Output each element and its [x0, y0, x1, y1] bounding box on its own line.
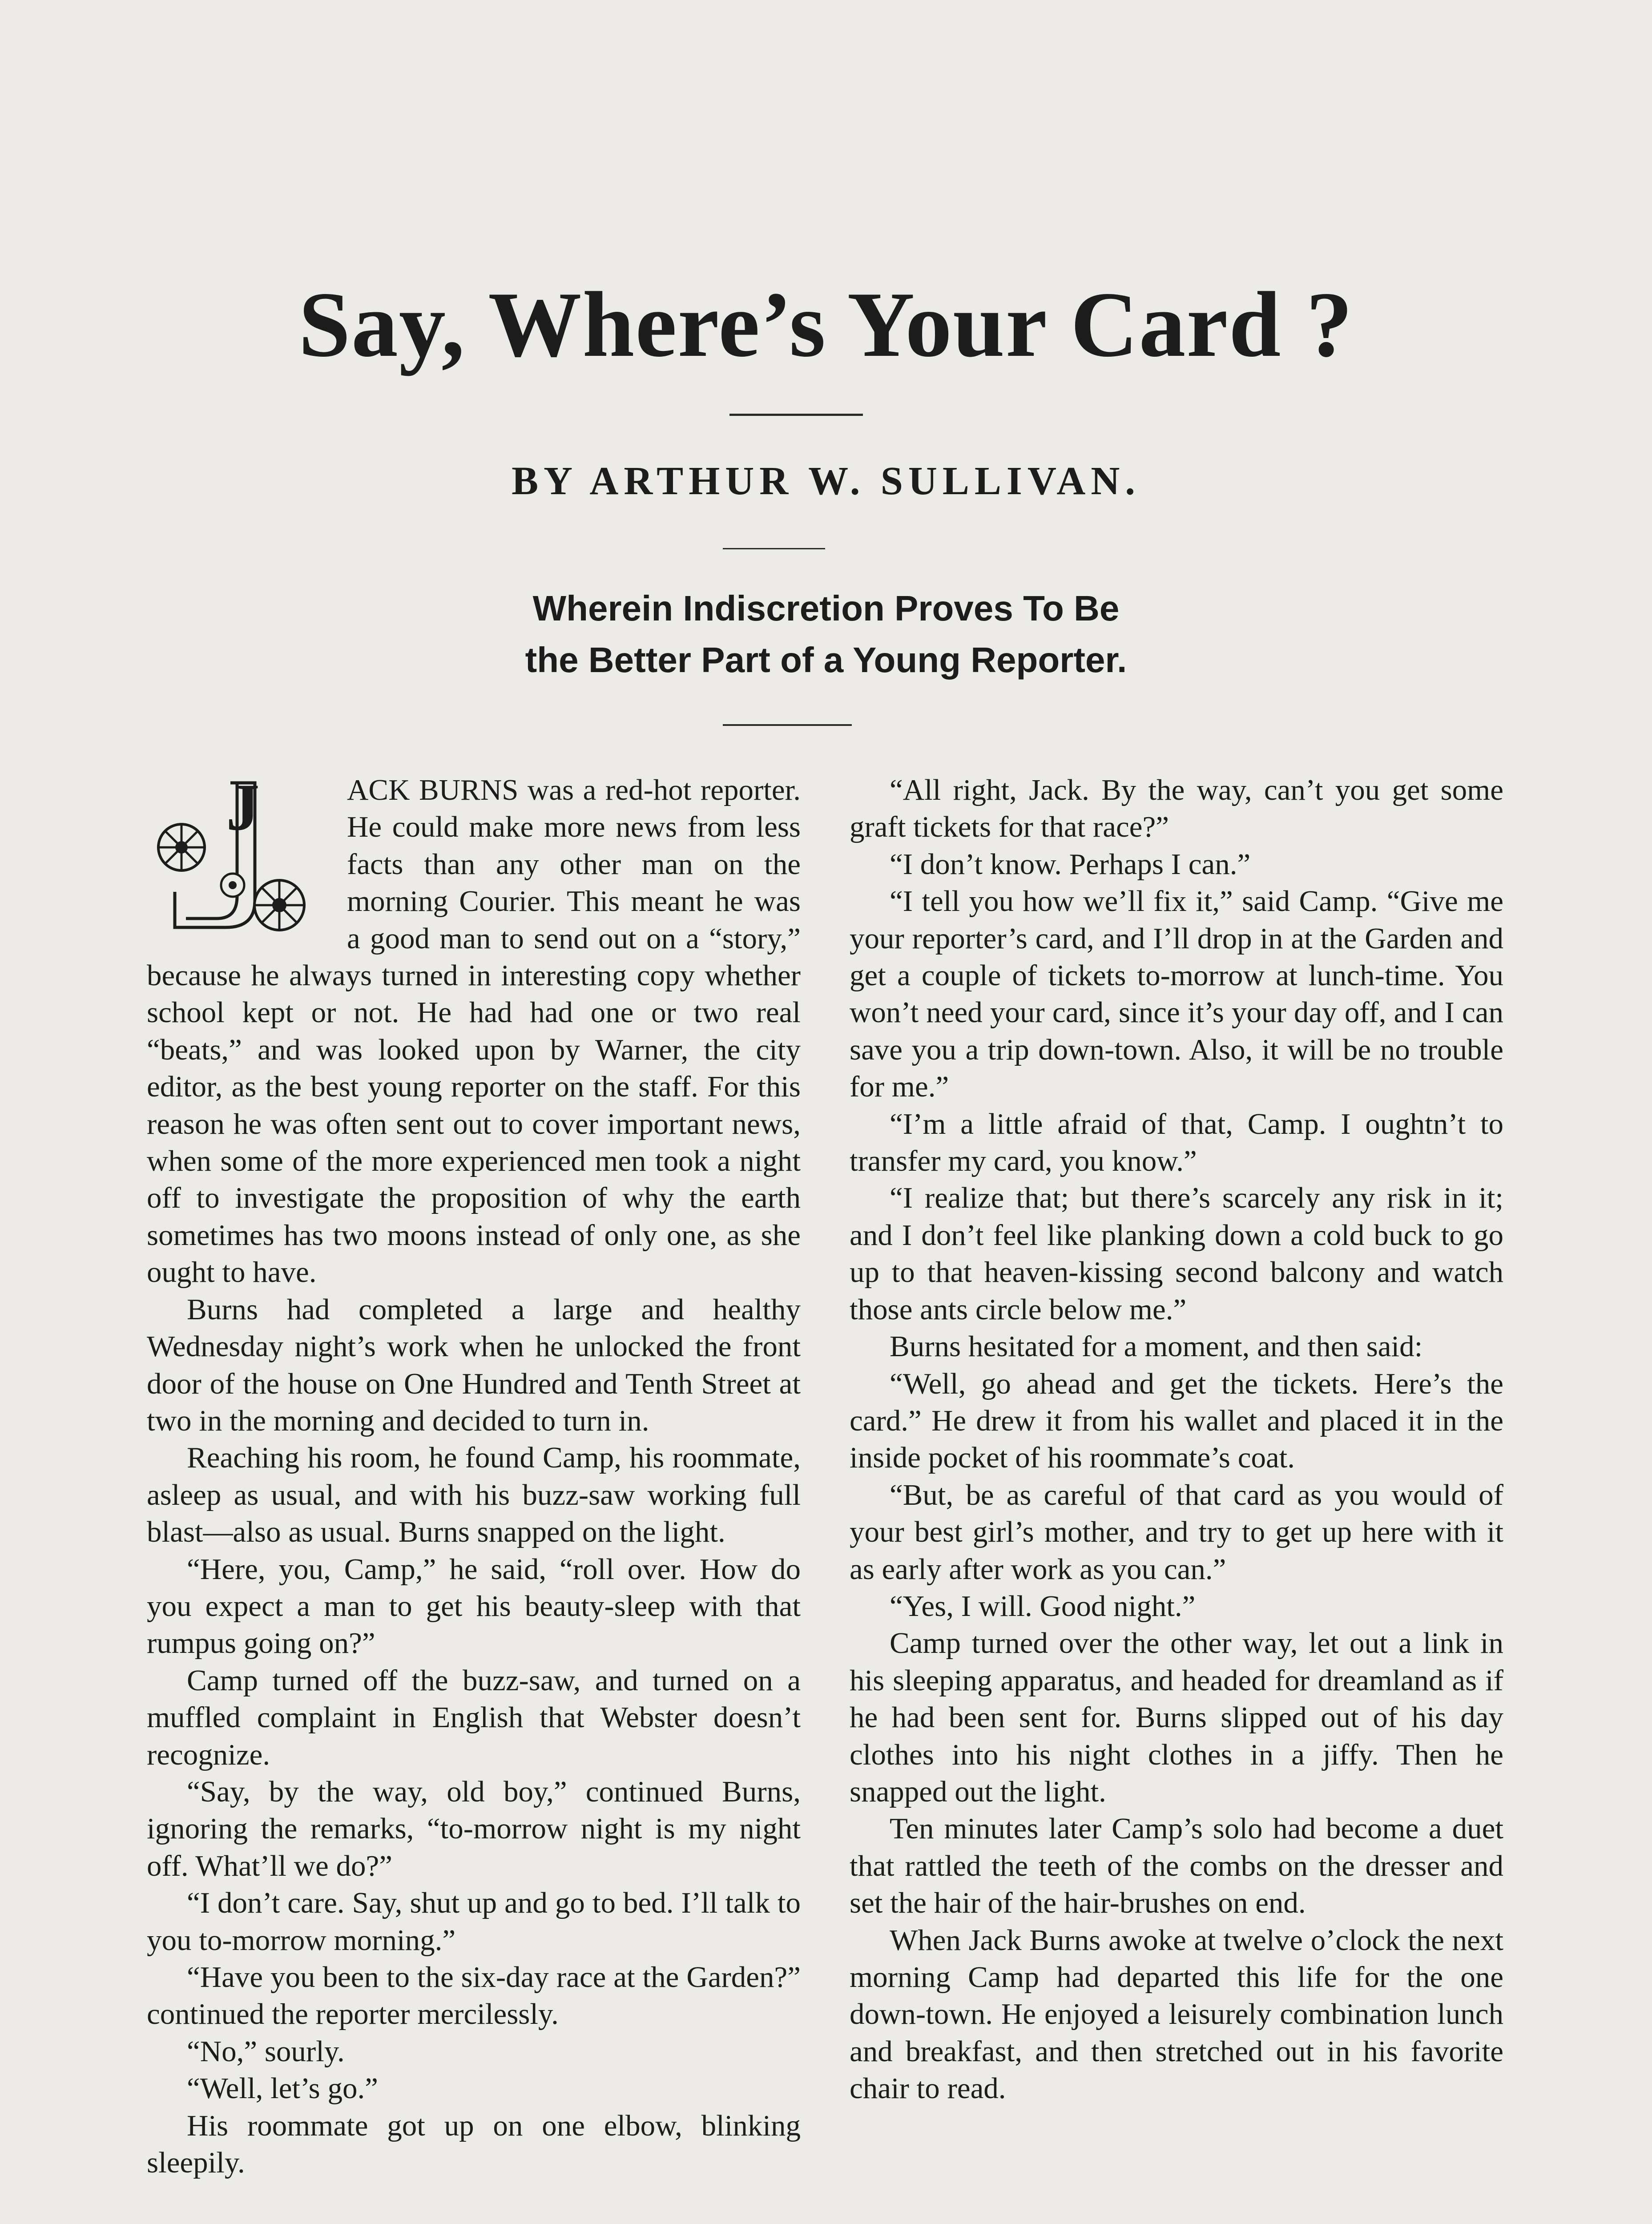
- drop-cap-ornament-icon: [141, 772, 337, 943]
- opening-paragraph: [147, 772, 801, 1291]
- title-rule: [729, 414, 863, 416]
- paragraph: “Have you been to the six-day race at the Garden?” continued the reporter mercilessly.: [147, 1961, 801, 2031]
- paragraph: “Well, let’s go.”: [187, 2072, 378, 2105]
- flower-ornament-small: [221, 874, 244, 897]
- paragraph: “I tell you how we’ll fix it,” said Camp. “Give me your reporter’s card, and I’ll drop in at the Garden and get a couple of tickets to-morrow at lunch-time. You won’t need your card, since it’s your day off, and I can save you a trip down-town. Also, it will be no trouble for me.”: [850, 885, 1503, 1104]
- paragraph: “All right, Jack. By the way, can’t you get some graft tickets for that race?”: [850, 774, 1503, 844]
- paragraph: “I don’t know. Perhaps I can.”: [890, 847, 1251, 881]
- paragraph: Reaching his room, he found Camp, his roommate, asleep as usual, and with his buzz-saw working full blast—also as usual. Burns snapped on the light.: [147, 1441, 801, 1549]
- paragraph: Camp turned off the buzz-saw, and turned on a muffled complaint in English that Webster doesn’t recognize.: [147, 1664, 801, 1771]
- paragraph: Burns had completed a large and healthy Wednesday night’s work when he unlocked the front door of the house on One Hundred and Tenth Street at two in the morning and decided to turn in.: [147, 1293, 801, 1437]
- article-column-right: [850, 772, 1503, 2107]
- paragraph: “Well, go ahead and get the tickets. Here’s the card.” He drew it from his wallet and placed it in the inside pocket of his roommate’s coat.: [850, 1367, 1503, 1475]
- subtitle-line-2: the Better Part of a Young Reporter.: [525, 640, 1127, 680]
- flower-ornament-right: [254, 880, 304, 930]
- paragraph: “I don’t care. Say, shut up and go to bed. I’ll talk to you to-morrow morning.”: [147, 1886, 801, 1957]
- opening-paragraph-text: ACK BURNS was a red-hot reporter. He could make more news from less facts than any other man on the morning Courier. This meant he was a good man to send out on a “story,” because he always turned in interesting copy whether school kept or not. He had had one or two real “beats,” and was looked upon by Warner, the city editor, as the best young reporter on the staff. For this reason he was often sent out to cover important news, when some of the more experienced men took a night off to investigate the proposition of why the earth sometimes has two moons instead of only one, as she ought to have.: [147, 774, 801, 1289]
- subtitle-rule: [723, 724, 852, 726]
- byline-rule: [723, 548, 825, 549]
- article-title: Say, Where’s Your Card ?: [298, 273, 1354, 376]
- flower-ornament-left: [158, 824, 205, 870]
- paragraph: “Say, by the way, old boy,” continued Burns, ignoring the remarks, “to-morrow night is my night off. What’ll we do?”: [147, 1775, 801, 1882]
- drop-cap: [141, 772, 337, 943]
- paragraph: “Yes, I will. Good night.”: [890, 1589, 1196, 1623]
- article-column-left: [147, 772, 801, 2181]
- paragraph: Ten minutes later Camp’s solo had become a duet that rattled the teeth of the combs on the dresser and set the hair of the hair-brushes on end.: [850, 1812, 1503, 1920]
- paragraph: Camp turned over the other way, let out a link in his sleeping apparatus, and headed for dreamland as if he had been sent for. Burns slipped out of his day clothes into his night clothes in a jiffy. Then he snapped out the light.: [850, 1627, 1503, 1808]
- paragraph: “I realize that; but there’s scarcely any risk in it; and I don’t feel like planking down a cold buck to go up to that heaven-kissing second balcony and watch those ants circle below me.”: [850, 1181, 1503, 1326]
- subtitle-line-1: Wherein Indiscretion Proves To Be: [532, 588, 1120, 628]
- paragraph: “But, be as careful of that card as you would of your best girl’s mother, and try to get up here with it as early after work as you can.”: [850, 1478, 1503, 1586]
- paragraph: His roommate got up on one elbow, blinking sleepily.: [147, 2109, 801, 2180]
- paragraph: “No,” sourly.: [187, 2035, 345, 2068]
- paragraph: “I’m a little afraid of that, Camp. I oughtn’t to transfer my card, you know.”: [850, 1107, 1503, 1178]
- paragraph: “Here, you, Camp,” he said, “roll over. How do you expect a man to get his beauty-sleep with that rumpus going on?”: [147, 1552, 801, 1660]
- drop-cap-letter: J: [226, 772, 260, 844]
- paragraph: When Jack Burns awoke at twelve o’clock the next morning Camp had departed this life for the one down-town. He enjoyed a leisurely combination lunch and breakfast, and then stretched out in his favorite chair to read.: [850, 1923, 1503, 2105]
- byline: BY ARTHUR W. SULLIVAN.: [512, 459, 1140, 503]
- subtitle: [0, 583, 1652, 686]
- paragraph: Burns hesitated for a moment, and then said:: [890, 1330, 1423, 1363]
